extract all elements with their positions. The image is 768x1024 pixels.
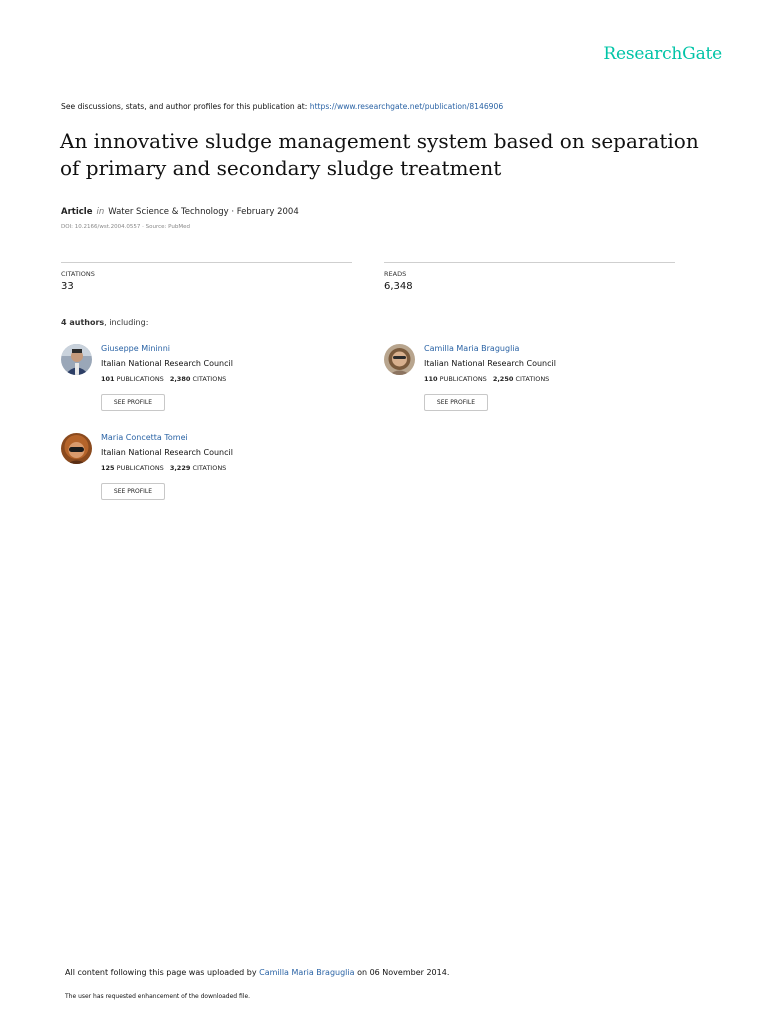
upload-note [65,968,449,977]
citations-label: CITATIONS [515,375,550,383]
publications-label: PUBLICATIONS [439,375,487,383]
in-word: in [96,207,105,217]
author-avatar[interactable] [61,344,92,375]
doi-source: DOI: 10.2166/wst.2004.0557 · Source: PubMed [61,224,190,230]
enhancement-note: The user has requested enhancement of the downloaded file. [65,993,251,1000]
uploader-link[interactable]: Camilla Maria Braguglia [259,968,355,977]
article-type: Article [61,207,93,217]
citations-label: CITATIONS [192,464,227,472]
publications-label: PUBLICATIONS [116,375,164,383]
citations-label: CITATIONS [61,270,95,278]
see-profile-button[interactable]: SEE PROFILE [101,483,165,500]
article-meta [61,207,299,217]
author-name-link[interactable]: Maria Concetta Tomei [101,433,188,442]
author-institution: Italian National Research Council [101,359,233,368]
author-avatar[interactable] [61,433,92,464]
author-stats [101,375,232,383]
author-institution: Italian National Research Council [101,448,233,457]
publications-count: 110 [424,375,438,383]
author-name-link[interactable]: Camilla Maria Braguglia [424,344,520,353]
upload-prefix: All content following this page was uploaded by [65,968,260,977]
publications-label: PUBLICATIONS [116,464,164,472]
reads-stat [384,262,675,292]
citations-count: 2,380 [169,375,191,383]
see-profile-button[interactable]: SEE PROFILE [101,394,165,411]
authors-suffix: , including: [104,318,149,327]
author-avatar[interactable] [384,344,415,375]
publication-url-link[interactable]: https://www.researchgate.net/publication/8146906 [309,102,504,111]
author-name-link[interactable]: Giuseppe Mininni [101,344,170,353]
author-institution: Italian National Research Council [424,359,556,368]
citations-count: 3,229 [169,464,191,472]
citations-count: 2,250 [492,375,514,383]
citations-value: 33 [61,281,74,292]
citations-label: CITATIONS [192,375,227,383]
see-discussions-text: See discussions, stats, and author profiles for this publication at: [61,102,310,111]
publications-count: 101 [101,375,115,383]
reads-value: 6,348 [384,281,413,292]
publications-count: 125 [101,464,115,472]
author-stats [424,375,555,383]
article-title: An innovative sludge management system based on separation of primary and secondary sludge treatment [60,129,699,180]
authors-count: 4 authors [61,318,105,327]
upload-suffix: on 06 November 2014. [354,968,450,977]
see-discussions-line [61,102,503,111]
author-stats [101,464,232,472]
see-profile-button[interactable]: SEE PROFILE [424,394,488,411]
researchgate-logo[interactable]: ResearchGate [603,44,722,64]
venue-date: Water Science & Technology · February 2004 [108,207,299,217]
reads-label: READS [384,270,407,278]
authors-heading [61,318,148,327]
citations-stat [61,262,352,292]
